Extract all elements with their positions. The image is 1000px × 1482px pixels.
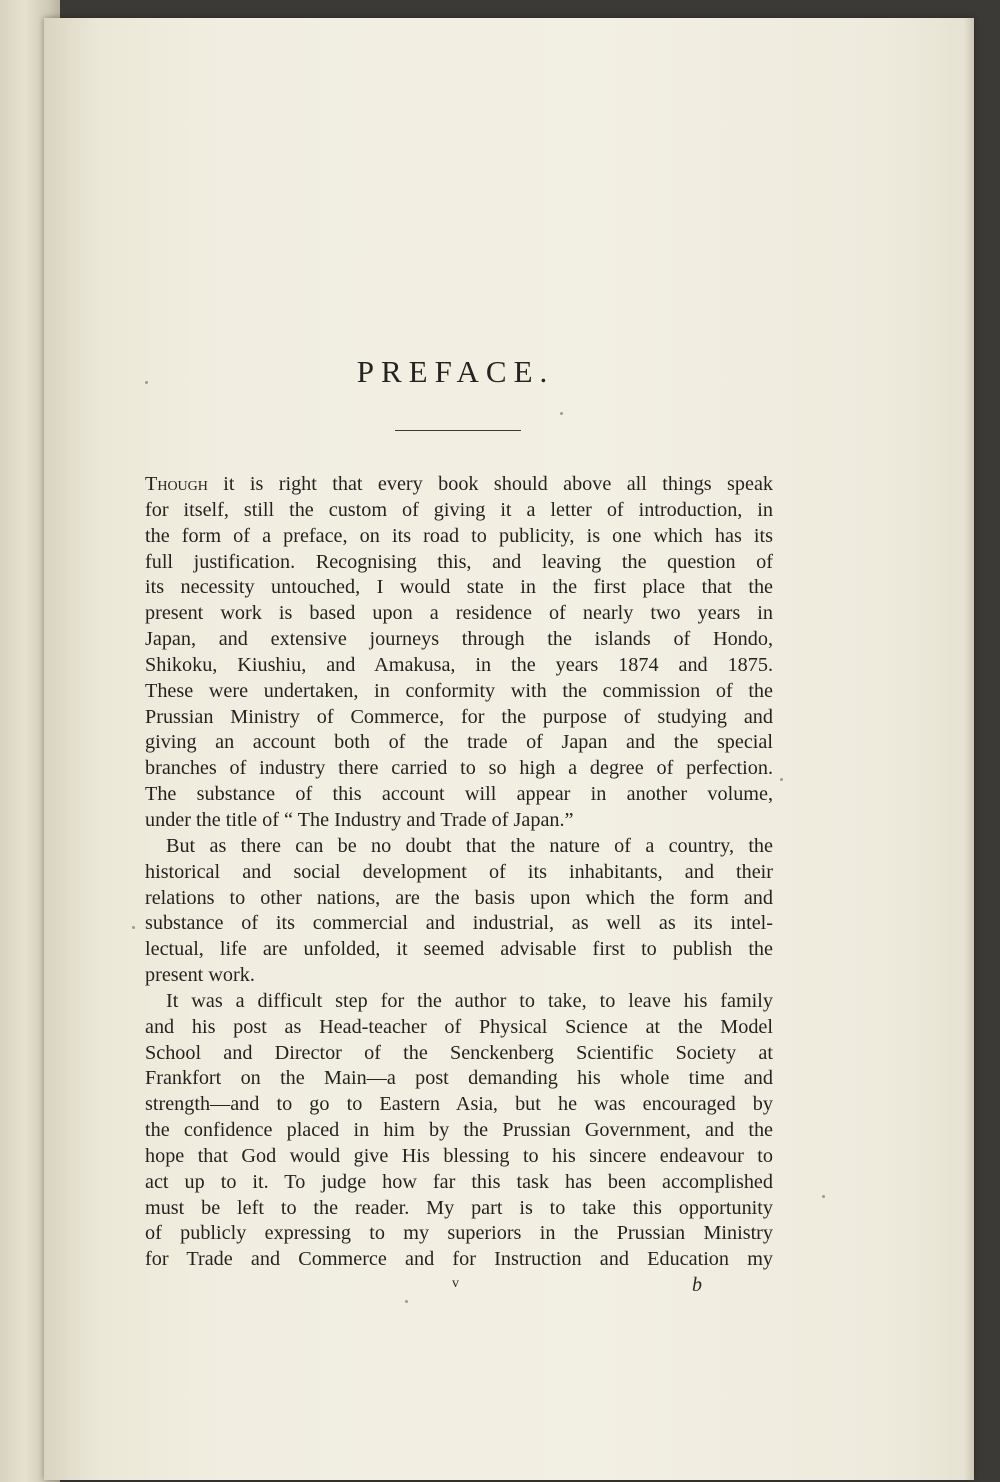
text-line xyxy=(145,937,773,963)
text-line xyxy=(145,550,773,576)
line-text: of publicly expressing to my superiors in the Prussian Ministry xyxy=(145,1222,773,1245)
opening-word: Though xyxy=(145,473,208,495)
page-folio: v xyxy=(452,1276,459,1291)
line-text: the confidence placed in him by the Prussian Government, and the xyxy=(145,1119,773,1142)
line-text: and his post as Head-teacher of Physical Science at the Model xyxy=(145,1015,773,1038)
text-line xyxy=(145,1170,773,1196)
text-line xyxy=(145,1118,773,1144)
preface-body xyxy=(145,472,773,1273)
paper-speck xyxy=(560,412,563,415)
text-line xyxy=(145,730,773,756)
text-line xyxy=(145,1221,773,1247)
text-line xyxy=(145,860,773,886)
text-line xyxy=(145,705,773,731)
text-line xyxy=(145,1144,773,1170)
text-line xyxy=(145,886,773,912)
line-text: hope that God would give His blessing to his sincere endeavour to xyxy=(145,1144,773,1167)
text-line xyxy=(145,1066,773,1092)
text-line xyxy=(145,834,773,860)
text-line xyxy=(145,756,773,782)
text-line xyxy=(145,653,773,679)
line-text: historical and social development of its inhabitants, and their xyxy=(145,860,773,883)
text-line xyxy=(145,808,773,834)
text-line xyxy=(145,575,773,601)
line-text: its necessity untouched, I would state in the first place that the xyxy=(145,576,773,599)
text-line xyxy=(145,1247,773,1273)
text-line xyxy=(145,989,773,1015)
text-line xyxy=(145,1196,773,1222)
text-line xyxy=(145,1041,773,1067)
line-text: under the title of “ The Industry and Trade of Japan.” xyxy=(145,808,574,831)
text-line xyxy=(145,524,773,550)
text-line xyxy=(145,1015,773,1041)
line-text: it is right that every book should above all things speak xyxy=(207,473,773,495)
text-line xyxy=(145,911,773,937)
paper-speck xyxy=(132,926,135,929)
text-line xyxy=(145,782,773,808)
line-text: These were undertaken, in conformity with the commission of the xyxy=(145,679,773,702)
line-text: Prussian Ministry of Commerce, for the purpose of studying and xyxy=(145,705,773,728)
text-line xyxy=(145,627,773,653)
line-text: must be left to the reader. My part is to take this opportunity xyxy=(145,1196,773,1219)
line-text: Japan, and extensive journeys through the islands of Hondo, xyxy=(145,628,773,651)
line-text: It was a difficult step for the author to take, to leave his family xyxy=(166,989,773,1012)
line-text: Shikoku, Kiushiu, and Amakusa, in the years 1874 and 1875. xyxy=(145,653,773,676)
text-line xyxy=(145,679,773,705)
line-text: act up to it. To judge how far this task has been accomplished xyxy=(145,1170,773,1193)
paper-speck xyxy=(780,778,783,781)
text-line xyxy=(145,498,773,524)
line-text: full justification. Recognising this, and leaving the question of xyxy=(145,550,773,573)
line-text: relations to other nations, are the basis upon which the form and xyxy=(145,886,773,909)
text-line xyxy=(145,1092,773,1118)
paper-speck xyxy=(405,1300,408,1303)
signature-mark: b xyxy=(692,1274,702,1296)
line-text: present work is based upon a residence of nearly two years in xyxy=(145,602,773,625)
line-text: The substance of this account will appear in another volume, xyxy=(145,783,773,806)
line-text: strength—and to go to Eastern Asia, but he was encouraged by xyxy=(145,1093,773,1116)
text-line xyxy=(145,601,773,627)
line-text: lectual, life are unfolded, it seemed advisable first to publish the xyxy=(145,938,773,961)
line-text: for itself, still the custom of giving it a letter of introduction, in xyxy=(145,498,773,521)
line-text: But as there can be no doubt that the nature of a country, the xyxy=(166,834,773,857)
line-text: School and Director of the Senckenberg Scientific Society at xyxy=(145,1041,773,1064)
paper-speck xyxy=(822,1195,825,1198)
text-line xyxy=(145,963,773,989)
text-line xyxy=(145,472,773,498)
line-text: Frankfort on the Main—a post demanding his whole time and xyxy=(145,1067,773,1090)
paper-speck xyxy=(145,381,148,384)
page-edge-shadow xyxy=(964,18,974,1480)
line-text: for Trade and Commerce and for Instruction and Education my xyxy=(145,1248,773,1271)
line-text: present work. xyxy=(145,964,255,987)
line-text: the form of a preface, on its road to publicity, is one which has its xyxy=(145,524,773,547)
preface-heading: PREFACE. xyxy=(356,354,555,389)
line-text: giving an account both of the trade of Japan and the special xyxy=(145,731,773,754)
heading-rule xyxy=(395,430,521,431)
line-text: substance of its commercial and industrial, as well as its intel- xyxy=(145,912,773,935)
line-text: branches of industry there carried to so high a degree of perfection. xyxy=(145,757,773,780)
